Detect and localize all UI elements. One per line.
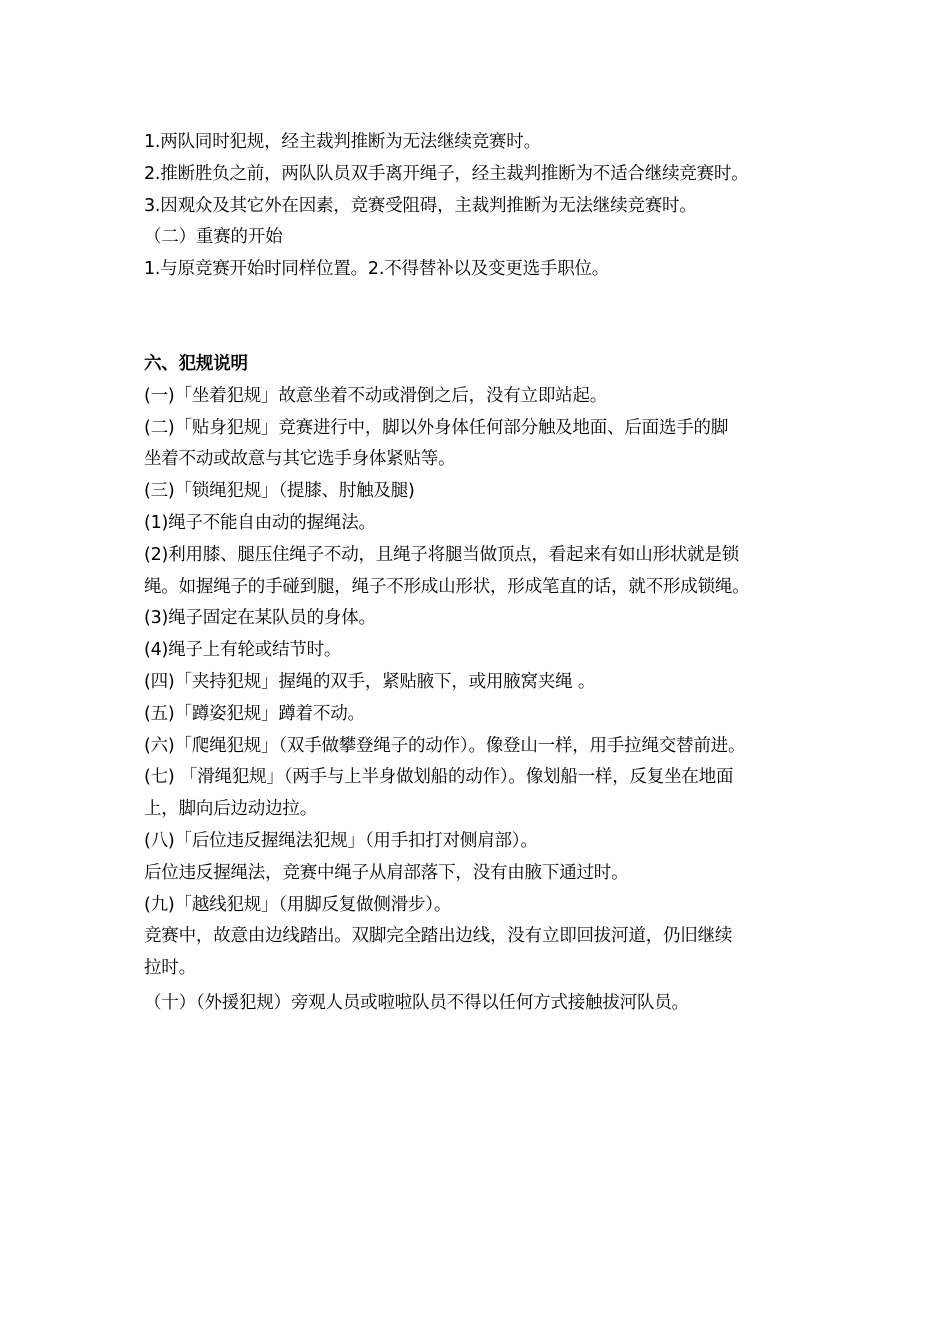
foul-lock-rope-item-4: (4)绳子上有轮或结节时。 (144, 640, 342, 661)
restart-rules: 1.与原竞赛开始时同样位置。2.不得替补以及变更选手职位。 (144, 259, 610, 280)
foul-line-cross: (九)「越线犯规」（用脚反复做侧滑步）。 (144, 894, 452, 915)
foul-line-cross-description-line-2: 拉时。 (144, 958, 196, 979)
foul-line-cross-description-line-1: 竞赛中，故意由边线踏出。双脚完全踏出边线，没有立即回拔河道，仍旧继续 (144, 926, 733, 947)
end-reason-3: 3.因观众及其它外在因素，竞赛受阻碍，主裁判推断为无法继续竞赛时。 (144, 195, 697, 216)
foul-lock-rope: (三)「锁绳犯规」（提膝、肘触及腿) (144, 481, 415, 502)
foul-sitting: (一)「坐着犯规」故意坐着不动或滑倒之后，没有立即站起。 (144, 385, 608, 406)
foul-close-body-line-1: (二)「贴身犯规」竞赛进行中，脚以外身体任何部分触及地面、后面选手的脚 (144, 417, 729, 438)
section-heading-fouls: 六、犯规说明 (144, 353, 248, 374)
restart-subheading: （二）重赛的开始 (144, 227, 283, 248)
foul-slide-line-2: 上，脚向后边动边拉。 (144, 799, 317, 820)
foul-outside-help: （十）（外援犯规）旁观人员或啦啦队员不得以任何方式接触拔河队员。 (144, 992, 689, 1013)
foul-rear-grip: (八)「后位违反握绳法犯规」（用手扣打对侧肩部）。 (144, 830, 538, 851)
foul-close-body-line-2: 坐着不动或故意与其它选手身体紧贴等。 (144, 449, 456, 470)
foul-lock-rope-item-1: (1)绳子不能自由动的握绳法。 (144, 512, 376, 533)
foul-lock-rope-item-3: (3)绳子固定在某队员的身体。 (144, 608, 376, 629)
foul-slide-line-1: (七) 「滑绳犯规」（两手与上半身做划船的动作）。像划船一样，反复坐在地面 (144, 767, 734, 788)
document-body (144, 127, 814, 1020)
foul-clamp: (四)「夹持犯规」握绳的双手，紧贴腋下，或用腋窝夹绳 。 (144, 671, 596, 692)
section-spacer (144, 286, 814, 349)
end-reason-2: 2.推断胜负之前，两队队员双手离开绳子，经主裁判推断为不适合继续竞赛时。 (144, 163, 749, 184)
foul-lock-rope-item-2-line-1: (2)利用膝、腿压住绳子不动，且绳子将腿当做顶点，看起来有如山形状就是锁 (144, 544, 740, 565)
foul-lock-rope-item-2-line-2: 绳。如握绳子的手碰到腿，绳子不形成山形状，形成笔直的话，就不形成锁绳。 (144, 576, 750, 597)
foul-climb: (六)「爬绳犯规」（双手做攀登绳子的动作）。像登山一样，用手拉绳交替前进。 (144, 735, 746, 756)
foul-squat: (五)「蹲姿犯规」蹲着不动。 (144, 703, 365, 724)
foul-rear-grip-description: 后位违反握绳法，竞赛中绳子从肩部落下，没有由腋下通过时。 (144, 862, 629, 883)
end-reason-1: 1.两队同时犯规，经主裁判推断为无法继续竞赛时。 (144, 132, 541, 152)
